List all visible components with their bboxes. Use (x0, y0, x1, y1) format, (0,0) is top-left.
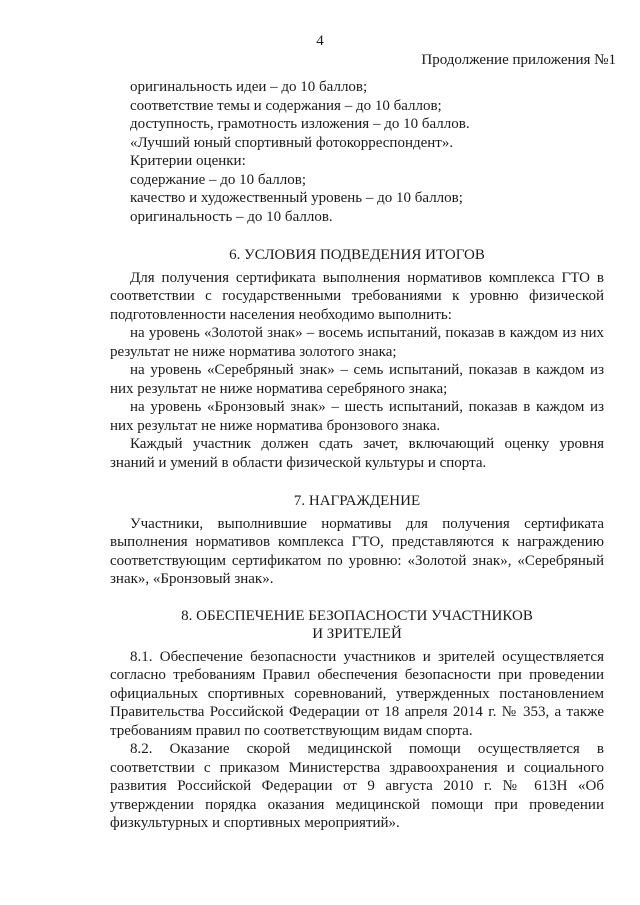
section-8 (110, 607, 604, 833)
section-7-paragraph: Участники, выполнившие нормативы для получения сертификата выполнения нормативов комплекса ГТО, представляются к награждению соответствующим сертификатом по уровню: «Золотой знак», «Серебряный знак», «Бронзовый знак». (110, 515, 604, 587)
list-item: Критерии оценки: (130, 153, 246, 169)
criteria-list (110, 78, 604, 226)
section-7-title: 7. НАГРАЖДЕНИЕ (293, 493, 421, 509)
section-6-paragraph: на уровень «Золотой знак» – восемь испытаний, показав в каждом из них результат не ниже норматива золотого знака; (110, 325, 604, 360)
section-6 (110, 246, 604, 472)
section-8-paragraph: 8.2. Оказание скорой медицинской помощи осуществляется в соответствии с приказом Министерства здравоохранения и социального развития Российской Федерации от 9 августа 2010 г. № 613Н «Об утверждении порядка оказания медицинской помощи при проведении физкультурных и спортивных мероприятий». (110, 741, 604, 831)
section-6-paragraph: на уровень «Бронзовый знак» – шесть испытаний, показав в каждом из них результат не ниже норматива бронзового знака. (110, 399, 604, 434)
list-item: «Лучший юный спортивный фотокорреспондент». (130, 134, 454, 151)
section-8-paragraph: 8.1. Обеспечение безопасности участников и зрителей осуществляется согласно требованиям Правил обеспечения безопасности при проведении официальных спортивных соревнований, утвержденных постановлением Правительства Российской Федерации от 18 апреля 2014 г. № 353, а также требованиям правил по соответствующим видам спорта. (110, 648, 604, 739)
section-8-title (110, 607, 604, 644)
document-body (110, 78, 604, 833)
list-item: соответствие темы и содержания – до 10 баллов; (130, 97, 442, 114)
section-6-paragraph: на уровень «Серебряный знак» – семь испытаний, показав в каждом из них результат не ниже норматива серебряного знака; (110, 362, 604, 397)
appendix-continuation-header: Продолжение приложения №1 (421, 52, 616, 68)
list-item: доступность, грамотность изложения – до 10 баллов. (130, 116, 470, 132)
section-7 (110, 492, 604, 589)
section-8-title-line1: 8. ОБЕСПЕЧЕНИЕ БЕЗОПАСНОСТИ УЧАСТНИКОВ (181, 607, 533, 624)
section-6-title: 6. УСЛОВИЯ ПОДВЕДЕНИЯ ИТОГОВ (229, 247, 485, 263)
list-item: содержание – до 10 баллов; (130, 171, 307, 188)
section-8-title-line2: И ЗРИТЕЛЕЙ (312, 626, 402, 642)
list-item: оригинальность – до 10 баллов. (130, 208, 333, 225)
list-item: качество и художественный уровень – до 10 баллов; (130, 190, 463, 206)
section-6-paragraph: Для получения сертификата выполнения нормативов комплекса ГТО в соответствии с государственными требованиями к уровню физической подготовленности населения необходимо выполнить: (110, 269, 604, 323)
list-item: оригинальность идеи – до 10 баллов; (130, 79, 368, 95)
page-number: 4 (316, 33, 324, 49)
section-6-paragraph: Каждый участник должен сдать зачет, включающий оценку уровня знаний и умений в области физической культуры и спорта. (110, 436, 604, 471)
